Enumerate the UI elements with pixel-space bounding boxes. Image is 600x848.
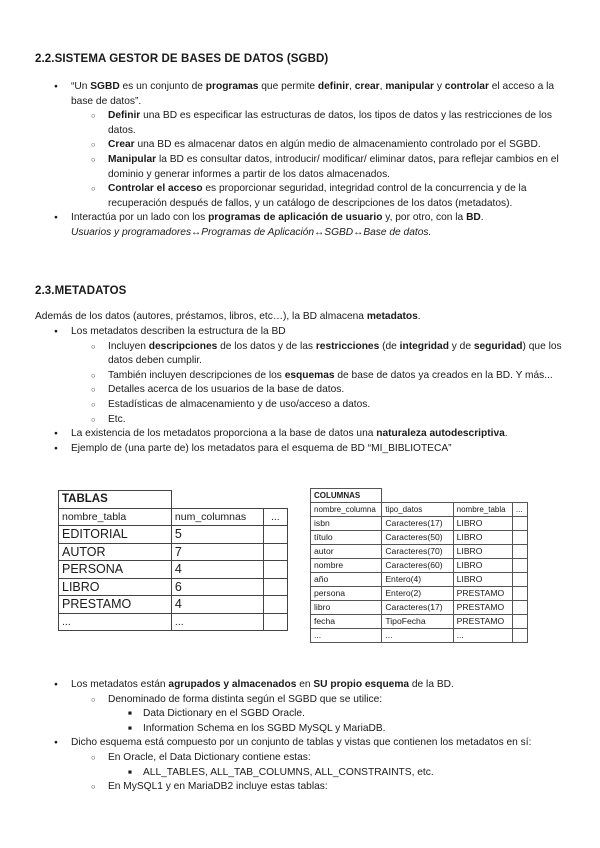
list-item: ○ Controlar el acceso es proporcionar seguridad, integridad control de la concurrencia y de la recuperación después de fallos, y un catálogo de descripciones de los datos (metadatos). (108, 182, 561, 211)
metadatos-list (71, 325, 566, 456)
column-header: nombre_tabla (453, 503, 512, 517)
sgbd-section-body (71, 80, 561, 241)
schema-sublist (108, 751, 566, 795)
sgbd-sublist (108, 109, 561, 211)
list-item: ○ También incluyen descripciones de los esquemas de base de datos ya creados en la BD. Y más... (108, 369, 566, 384)
tablas-table (58, 490, 288, 631)
table-row: libro Caracteres(17) PRESTAMO (311, 601, 528, 615)
column-header: ... (512, 503, 527, 517)
list-item: ○ En MySQL1 y en MariaDB2 incluye estas tablas: (108, 780, 566, 795)
table-row: año Entero(4) LIBRO (311, 573, 528, 587)
column-header: nombre_columna (311, 503, 382, 517)
columnas-title: COLUMNAS (311, 489, 382, 503)
column-header: ... (263, 508, 287, 526)
section-title-sgbd: 2.2.SISTEMA GESTOR DE BASES DE DATOS (SGBD) (35, 53, 329, 65)
storage-list (71, 678, 566, 795)
list-item: ○ Manipular la BD es consultar datos, introducir/ modificar/ eliminar datos, para reflejar cambios en el dominio y generar informes a partir de los datos almacenados. (108, 153, 561, 182)
list-item: ○ Denominado de forma distinta según el SGBD que se utilice: ■ Data Dictionary en el SGBD Oracle. ■ Information Schema en los SGBD MySQL y MariaDB. (108, 693, 566, 737)
table-row: autor Caracteres(70) LIBRO (311, 545, 528, 559)
column-header: num_columnas (171, 508, 263, 526)
table-row: fecha TipoFecha PRESTAMO (311, 615, 528, 629)
table-row (59, 491, 288, 509)
table-header-row (311, 503, 528, 517)
list-item: ○ Etc. (108, 413, 566, 428)
oracle-sublist (143, 766, 566, 781)
table-row: nombre Caracteres(60) LIBRO (311, 559, 528, 573)
storage-subsublist (143, 707, 566, 736)
metadatos-intro: Además de los datos (autores, préstamos, libros, etc…), la BD almacena metadatos. (35, 311, 421, 322)
column-header: tipo_datos (382, 503, 453, 517)
table-row: isbn Caracteres(17) LIBRO (311, 517, 528, 531)
list-item: ○ Incluyen descripciones de los datos y de las restricciones (de integridad y de seguridad) que los datos deben cumplir. (108, 340, 566, 369)
list-item: ● Los metadatos están agrupados y almacenados en SU propio esquema de la BD. ○ Denominado de forma distinta según el SGBD que se utilice: ■ Data Dictionary en el SGBD Oracle. ■ Information Schema en los SGBD MySQL y MariaDB. (71, 678, 566, 736)
list-item: ● Ejemplo de (una parte de) los metadatos para el esquema de BD “MI_BIBLIOTECA” (71, 442, 566, 457)
list-item: ■ Data Dictionary en el SGBD Oracle. (143, 707, 566, 722)
list-item: ● Dicho esquema está compuesto por un conjunto de tablas y vistas que contienen los metadatos en sí: ○ En Oracle, el Data Dictionary contiene estas: ■ ALL_TABLES, ALL_TAB_COLUMNS, ALL_CONSTRAINTS, etc. ○ En MySQL1 y en MariaDB2 incluye estas tablas: (71, 736, 566, 794)
table-header-row (59, 508, 288, 526)
table-row: AUTOR 7 (59, 543, 288, 561)
list-item: ● Los metadatos describen la estructura de la BD ○ Incluyen descripciones de los datos y de las restricciones (de integridad y de seguridad) que los datos deben cumplir. ○ También incluyen descripciones de los esquemas de base de datos ya creados en la BD. Y más... ○ Detalles acerca de los usuarios de la base de datos. ○ Estadísticas de almacenamiento y de uso/acceso a datos. ○ Etc. (71, 325, 566, 427)
list-item: ○ Detalles acerca de los usuarios de la base de datos. (108, 383, 566, 398)
sgbd-interaction: ● Interactúa por un lado con los programas de aplicación de usuario y, por otro, con la BD. Usuarios y programadores↔Programas de Aplicación↔SGBD↔Base de datos. (71, 211, 561, 240)
sgbd-list (71, 80, 561, 241)
list-item: ● La existencia de los metadatos proporciona a la base de datos una naturaleza autodescriptiva. (71, 427, 566, 442)
storage-sublist (108, 693, 566, 737)
table-row: ... ... ... (311, 629, 528, 643)
flow-text: Usuarios y programadores↔Programas de Aplicación↔SGBD↔Base de datos. (71, 226, 432, 238)
column-header: nombre_tabla (59, 508, 172, 526)
columnas-table (310, 488, 528, 643)
list-item: ○ Definir una BD es especificar las estructuras de datos, los tipos de datos y las restricciones de los datos. (108, 109, 561, 138)
table-row: título Caracteres(50) LIBRO (311, 531, 528, 545)
table-row: ... ... (59, 613, 288, 631)
table-row: EDITORIAL 5 (59, 526, 288, 544)
table-row: PRESTAMO 4 (59, 596, 288, 614)
storage-section-body (71, 678, 566, 795)
table-row (311, 489, 528, 503)
list-item: ■ ALL_TABLES, ALL_TAB_COLUMNS, ALL_CONSTRAINTS, etc. (143, 766, 566, 781)
table-row: persona Entero(2) PRESTAMO (311, 587, 528, 601)
metadatos-sublist (108, 340, 566, 428)
sgbd-definition: ● “Un SGBD es un conjunto de programas que permite definir, crear, manipular y controlar el acceso a la base de datos”. ○ Definir una BD es especificar las estructuras de datos, los tipos de datos y las restricciones de los datos. ○ Crear una BD es almacenar datos en algún medio de almacenamiento controlado por el SGBD. ○ Manipular la BD es consultar datos, introducir/ modificar/ eliminar datos, para reflejar cambios en el dominio y generar informes a partir de los datos almacenados. ○ Controlar el acceso es proporcionar seguridad, integridad control de la concurrencia y de la recuperación después de fallos, y un catálogo de descripciones de los datos (metadatos). (71, 80, 561, 211)
table-row: LIBRO 6 (59, 578, 288, 596)
metadatos-body (71, 325, 566, 456)
list-item: ○ En Oracle, el Data Dictionary contiene estas: ■ ALL_TABLES, ALL_TAB_COLUMNS, ALL_CONSTRAINTS, etc. (108, 751, 566, 780)
tablas-title: TABLAS (59, 491, 172, 509)
section-title-metadatos: 2.3.METADATOS (35, 285, 127, 297)
list-item: ○ Crear una BD es almacenar datos en algún medio de almacenamiento controlado por el SGBD. (108, 138, 561, 153)
list-item: ○ Estadísticas de almacenamiento y de uso/acceso a datos. (108, 398, 566, 413)
list-item: ■ Information Schema en los SGBD MySQL y MariaDB. (143, 722, 566, 737)
table-row: PERSONA 4 (59, 561, 288, 579)
